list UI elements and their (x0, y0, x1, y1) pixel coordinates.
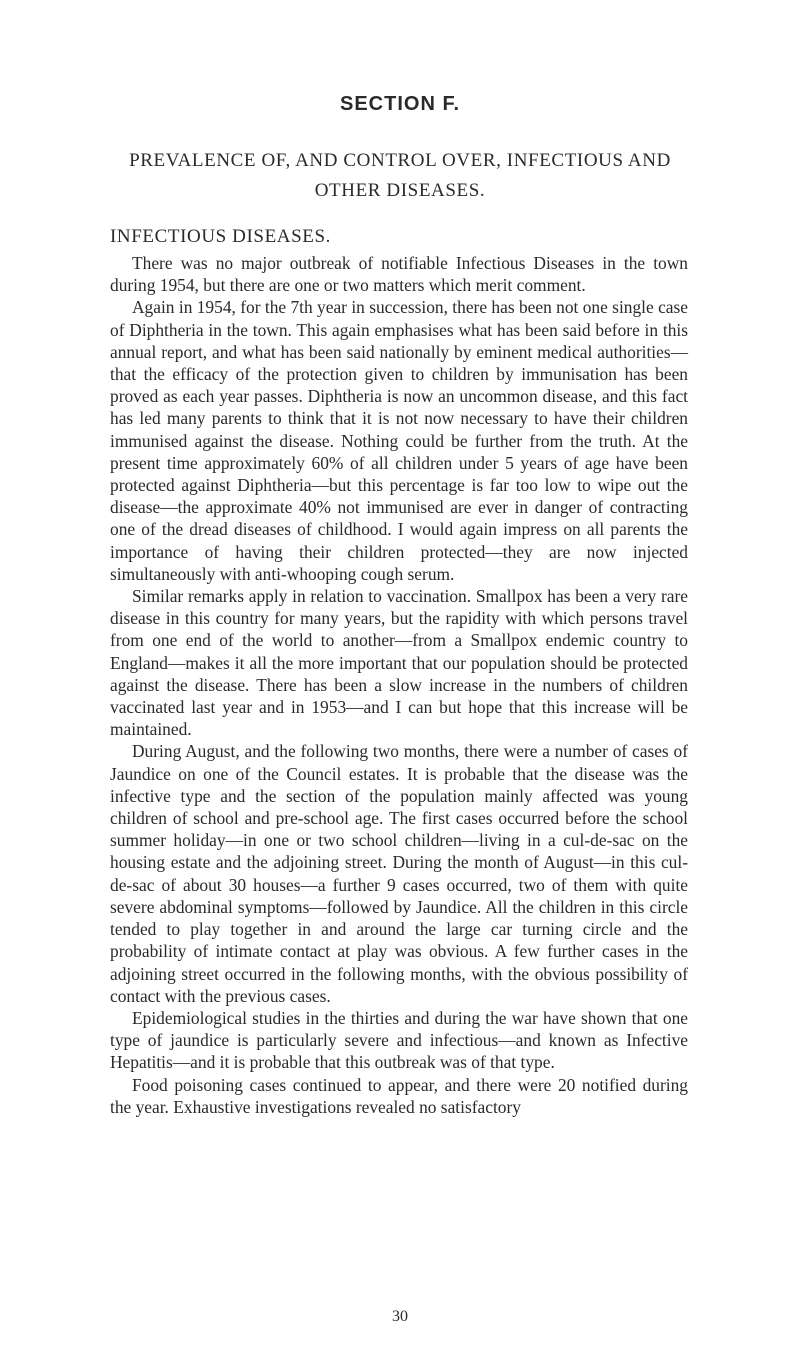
body-text (110, 252, 688, 1118)
paragraph: Epidemiological studies in the thirties and during the war have shown that one type of jaundice is particularly severe and infectious—and known as Infective Hepatitis—and it is probable that this outbreak was of that type. (110, 1007, 688, 1073)
paragraph: Food poisoning cases continued to appear, and there were 20 notified during the year. Exhaustive investigations revealed no satisfactory (110, 1074, 688, 1117)
sub-heading: INFECTIOUS DISEASES. (110, 226, 332, 247)
paragraph: Again in 1954, for the 7th year in succession, there has been not one single case of Diphtheria in the town. This again emphasises what has been said before in this annual report, and what has been said nationally by eminent medical authorities—that the efficacy of the protection given to children by immunisation has been proved as each year passes. Diphtheria is now an uncommon disease, and this fact has led many parents to think that it is not now necessary to have their children immunised against the disease. Nothing could be further from the truth. At the present time approximately 60% of all children under 5 years of age have been protected against Diphtheria—but this percentage is far too low to wipe out the disease—the approximate 40% not immunised are ever in danger of contracting one of the dread diseases of childhood. I would again impress on all parents the importance of having their children protected—they are now injected simultaneously with anti-whooping cough serum. (110, 297, 688, 584)
main-heading: PREVALENCE OF, AND CONTROL OVER, INFECTIOUS AND OTHER DISEASES. (129, 150, 671, 201)
page-number: 30 (392, 1308, 408, 1325)
paragraph: There was no major outbreak of notifiable Infectious Diseases in the town during 1954, but there are one or two matters which merit comment. (110, 253, 688, 296)
paragraph: During August, and the following two months, there were a number of cases of Jaundice on one of the Council estates. It is probable that the disease was the infective type and the section of the population mainly affected was young children of school and pre-school age. The first cases occurred before the school summer holiday—in one or two school children—living in a cul-de-sac on the housing estate and the adjoining street. During the month of August—in this cul-de-sac of about 30 houses—a further 9 cases occurred, two of them with quite severe abdominal symptoms—followed by Jaundice. All the children in this circle tended to play together in and around the large car turning circle and the probability of intimate contact at play was obvious. A few further cases in the adjoining street occurred in the following months, with the obvious possibility of contact with the previous cases. (110, 741, 688, 1006)
paragraph: Similar remarks apply in relation to vaccination. Smallpox has been a very rare disease in this country for many years, but the rapidity with which persons travel from one end of the world to another—from a Smallpox endemic country to England—makes it all the more important that our population should be protected against the disease. There has been a slow increase in the numbers of children vaccinated last year and in 1953—and I can but hope that this increase will be maintained. (110, 586, 688, 740)
section-title: SECTION F. (339, 93, 460, 115)
